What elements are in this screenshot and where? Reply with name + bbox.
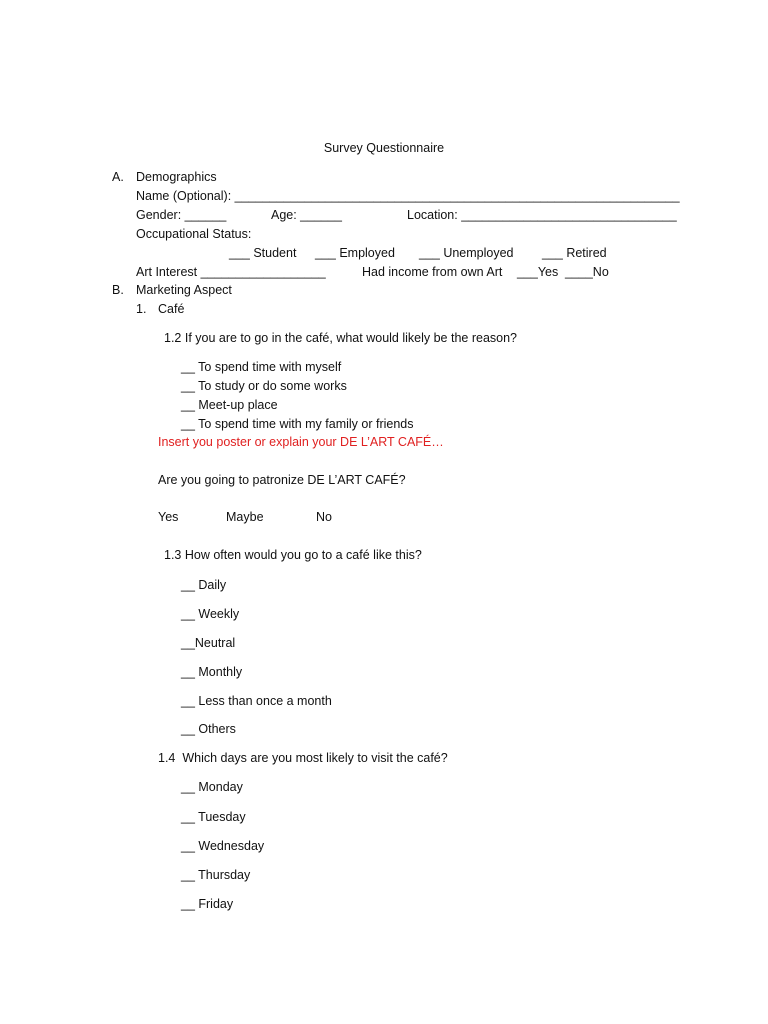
reason-option: __ To study or do some works xyxy=(181,379,347,393)
day-option: __ Tuesday xyxy=(181,810,246,824)
name-field: Name (Optional): ________________________________________________________________ xyxy=(136,189,680,203)
occupation-option-student: ___ Student xyxy=(229,246,297,260)
location-field: Location: _______________________________ xyxy=(407,208,677,222)
frequency-option: __ Daily xyxy=(181,578,227,592)
reason-option: __ To spend time with my family or friends xyxy=(181,417,414,431)
day-option: __ Thursday xyxy=(181,868,251,882)
occupational-status-label: Occupational Status: xyxy=(136,227,252,241)
insert-poster-note: Insert you poster or explain your DE L’ART CAFÉ… xyxy=(158,435,444,449)
question-1-2: 1.2 If you are to go in the café, what would likely be the reason? xyxy=(164,331,517,345)
frequency-option: __ Weekly xyxy=(181,607,240,621)
subsection-heading: Café xyxy=(158,302,185,316)
day-option: __ Monday xyxy=(181,780,243,794)
day-option: __ Wednesday xyxy=(181,839,265,853)
age-field: Age: ______ xyxy=(271,208,342,222)
section-a-heading: Demographics xyxy=(136,170,217,184)
income-no-option: ____No xyxy=(565,265,609,279)
patronize-option-maybe: Maybe xyxy=(226,510,264,524)
occupation-option-unemployed: ___ Unemployed xyxy=(419,246,514,260)
reason-option: __ To spend time with myself xyxy=(181,360,342,374)
subsection-number: 1. xyxy=(136,302,147,316)
patronize-option-no: No xyxy=(316,510,332,524)
patronize-question: Are you going to patronize DE L’ART CAFÉ? xyxy=(158,473,406,487)
patronize-option-yes: Yes xyxy=(158,510,179,524)
frequency-option: __ Less than once a month xyxy=(181,694,332,708)
income-label: Had income from own Art xyxy=(362,265,503,279)
question-1-3: 1.3 How often would you go to a café like this? xyxy=(164,548,422,562)
occupation-option-employed: ___ Employed xyxy=(315,246,395,260)
reason-option: __ Meet-up place xyxy=(181,398,278,412)
question-1-4: 1.4 Which days are you most likely to visit the café? xyxy=(158,751,448,765)
frequency-option: __ Monthly xyxy=(181,665,243,679)
art-interest-field: Art Interest __________________ xyxy=(136,265,326,279)
frequency-option: __ Others xyxy=(181,722,236,736)
occupation-option-retired: ___ Retired xyxy=(542,246,607,260)
income-yes-option: ___Yes xyxy=(517,265,559,279)
day-option: __ Friday xyxy=(181,897,234,911)
gender-field: Gender: ______ xyxy=(136,208,227,222)
section-b-letter: B. xyxy=(112,283,124,297)
frequency-option: __Neutral xyxy=(181,636,236,650)
section-a-letter: A. xyxy=(112,170,124,184)
section-b-heading: Marketing Aspect xyxy=(136,283,232,297)
document-title: Survey Questionnaire xyxy=(323,141,445,155)
